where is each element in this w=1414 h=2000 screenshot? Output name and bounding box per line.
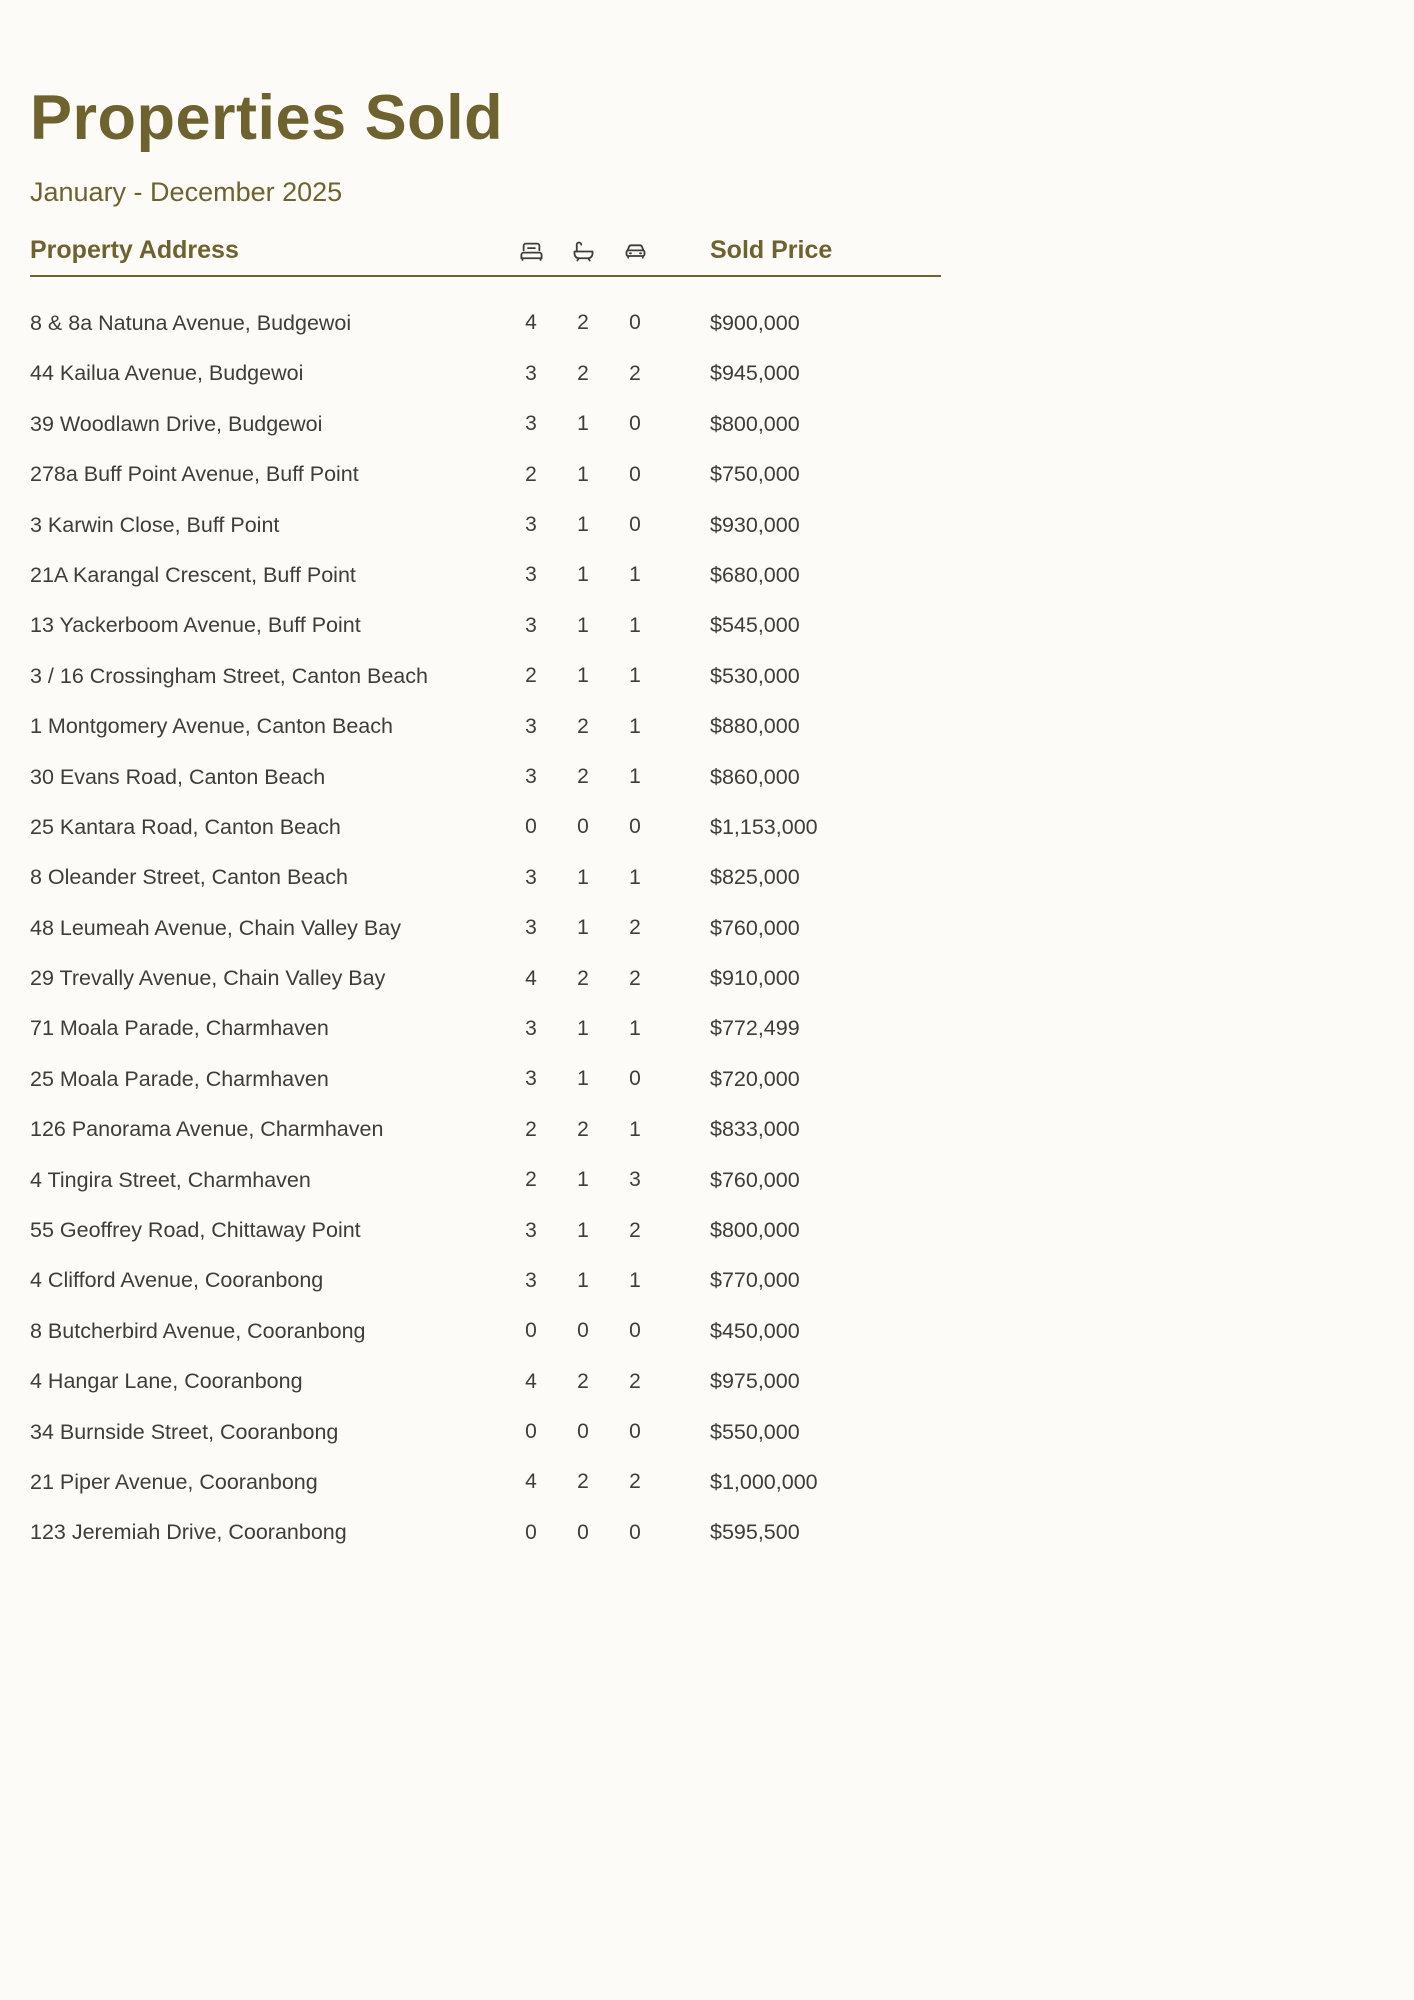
row-beds: 3 [525,1016,537,1040]
row-baths: 1 [577,1067,589,1091]
row-baths: 1 [577,865,589,889]
row-beds: 3 [525,714,537,738]
row-cars: 0 [629,412,641,436]
row-address: 1 Montgomery Avenue, Canton Beach [30,714,393,739]
row-cars: 1 [629,613,641,637]
row-beds: 4 [525,1470,537,1494]
row-baths: 1 [577,412,589,436]
row-baths: 1 [577,916,589,940]
table-row [30,651,941,701]
row-address: 48 Leumeah Avenue, Chain Valley Bay [30,915,401,940]
row-beds: 4 [525,966,537,990]
row-beds: 0 [525,1420,537,1444]
header-property-address: Property Address [30,236,239,265]
table-body [30,277,941,1558]
table-row [30,903,941,953]
row-baths: 1 [577,563,589,587]
table-row [30,1508,941,1558]
row-price: $900,000 [710,310,800,335]
row-baths: 1 [577,462,589,486]
row-beds: 3 [525,916,537,940]
row-address: 8 Oleander Street, Canton Beach [30,865,348,890]
row-cars: 0 [629,1520,641,1544]
baths-column-header [557,238,609,265]
row-address: 4 Hangar Lane, Cooranbong [30,1369,303,1394]
row-price: $550,000 [710,1419,800,1444]
row-address: 55 Geoffrey Road, Chittaway Point [30,1218,361,1243]
row-cars: 2 [629,916,641,940]
car-icon [622,238,649,265]
row-baths: 1 [577,1016,589,1040]
table-row [30,601,941,651]
row-baths: 1 [577,664,589,688]
table-row [30,1105,941,1155]
row-cars: 1 [629,1268,641,1292]
row-baths: 2 [577,1470,589,1494]
row-cars: 0 [629,1067,641,1091]
table-row [30,1155,941,1205]
row-cars: 2 [629,1218,641,1242]
row-baths: 2 [577,361,589,385]
beds-column-header [505,238,557,265]
row-address: 4 Clifford Avenue, Cooranbong [30,1268,324,1293]
table-row [30,1004,941,1054]
row-beds: 3 [525,412,537,436]
row-price: $680,000 [710,562,800,587]
row-beds: 2 [525,664,537,688]
table-row [30,1205,941,1255]
table-row [30,349,941,399]
row-baths: 1 [577,1218,589,1242]
row-cars: 2 [629,361,641,385]
row-price: $800,000 [710,1218,800,1243]
row-address: 3 Karwin Close, Buff Point [30,512,280,537]
row-beds: 3 [525,1218,537,1242]
table-row [30,701,941,751]
row-price: $1,000,000 [710,1469,818,1494]
table-row [30,449,941,499]
row-price: $770,000 [710,1268,800,1293]
table-row [30,953,941,1003]
row-price: $930,000 [710,512,800,537]
table-header [30,236,941,277]
row-cars: 0 [629,1319,641,1343]
row-address: 30 Evans Road, Canton Beach [30,764,326,789]
row-price: $595,500 [710,1520,800,1545]
bed-icon [518,238,545,265]
row-address: 71 Moala Parade, Charmhaven [30,1016,329,1041]
table-row [30,1457,941,1507]
row-address: 4 Tingira Street, Charmhaven [30,1167,311,1192]
row-cars: 1 [629,765,641,788]
row-cars: 1 [629,1117,641,1141]
header-sold-price: Sold Price [710,236,833,265]
table-row [30,399,941,449]
row-price: $1,153,000 [710,814,818,839]
row-baths: 1 [577,1268,589,1292]
row-cars: 1 [629,563,641,587]
row-beds: 0 [525,1319,537,1343]
row-beds: 3 [525,361,537,385]
row-baths: 1 [577,1168,589,1192]
row-price: $760,000 [710,915,800,940]
row-price: $910,000 [710,966,800,991]
row-price: $750,000 [710,462,800,487]
row-address: 25 Moala Parade, Charmhaven [30,1066,329,1091]
row-address: 29 Trevally Avenue, Chain Valley Bay [30,966,386,991]
row-baths: 2 [577,714,589,738]
row-beds: 3 [525,513,537,537]
table-row [30,1054,941,1104]
row-beds: 3 [525,865,537,889]
row-beds: 4 [525,311,537,335]
table-row [30,1306,941,1356]
row-cars: 2 [629,1369,641,1393]
row-baths: 1 [577,513,589,537]
row-price: $825,000 [710,865,800,890]
row-price: $772,499 [710,1016,800,1041]
row-address: 39 Woodlawn Drive, Budgewoi [30,411,323,436]
bath-icon [570,238,597,265]
row-address: 13 Yackerboom Avenue, Buff Point [30,613,361,638]
row-cars: 0 [629,311,641,335]
row-price: $720,000 [710,1066,800,1091]
row-cars: 0 [629,462,641,486]
row-cars: 0 [629,1420,641,1444]
row-address: 8 & 8a Natuna Avenue, Budgewoi [30,310,352,335]
table-row [30,1256,941,1306]
table-row [30,298,941,348]
page-title: Properties Sold [30,83,504,153]
row-beds: 3 [525,613,537,637]
row-price: $880,000 [710,714,800,739]
row-baths: 0 [577,1420,589,1444]
row-cars: 2 [629,966,641,990]
row-baths: 2 [577,966,589,990]
row-baths: 2 [577,1369,589,1393]
row-beds: 4 [525,1369,537,1393]
row-price: $860,000 [710,764,800,789]
row-baths: 2 [577,311,589,335]
row-address: 44 Kailua Avenue, Budgewoi [30,361,304,386]
row-cars: 3 [629,1168,641,1192]
table-row [30,550,941,600]
row-baths: 0 [577,1319,589,1343]
table-row [30,500,941,550]
row-address: 278a Buff Point Avenue, Buff Point [30,462,359,487]
row-beds: 0 [525,815,537,839]
row-beds: 2 [525,1117,537,1141]
row-address: 123 Jeremiah Drive, Cooranbong [30,1520,347,1545]
row-address: 3 / 16 Crossingham Street, Canton Beach [30,663,428,688]
row-cars: 1 [629,714,641,738]
row-price: $945,000 [710,361,800,386]
row-baths: 2 [577,765,589,788]
row-baths: 2 [577,1117,589,1141]
table-row [30,1407,941,1457]
row-beds: 2 [525,1168,537,1192]
row-address: 8 Butcherbird Avenue, Cooranbong [30,1318,366,1343]
row-address: 126 Panorama Avenue, Charmhaven [30,1117,384,1142]
row-beds: 3 [525,1268,537,1292]
table-row [30,752,941,802]
row-address: 34 Burnside Street, Cooranbong [30,1419,339,1444]
row-beds: 0 [525,1520,537,1544]
row-price: $530,000 [710,663,800,688]
table-row [30,853,941,903]
table-row [30,802,941,852]
cars-column-header [609,238,661,265]
properties-table [30,236,941,1558]
page-subtitle: January - December 2025 [30,177,343,208]
row-baths: 0 [577,815,589,839]
row-beds: 3 [525,1067,537,1091]
row-cars: 1 [629,865,641,889]
row-price: $800,000 [710,411,800,436]
table-row [30,1357,941,1407]
row-baths: 0 [577,1520,589,1544]
row-address: 21 Piper Avenue, Cooranbong [30,1469,318,1494]
row-beds: 2 [525,462,537,486]
row-address: 25 Kantara Road, Canton Beach [30,814,341,839]
row-price: $975,000 [710,1369,800,1394]
row-price: $833,000 [710,1117,800,1142]
row-price: $450,000 [710,1318,800,1343]
row-cars: 1 [629,664,641,688]
row-price: $760,000 [710,1167,800,1192]
row-cars: 1 [629,1016,641,1040]
row-cars: 0 [629,513,641,537]
row-beds: 3 [525,765,537,788]
row-cars: 0 [629,815,641,839]
row-cars: 2 [629,1470,641,1494]
row-address: 21A Karangal Crescent, Buff Point [30,562,356,587]
row-beds: 3 [525,563,537,587]
row-baths: 1 [577,613,589,637]
row-price: $545,000 [710,613,800,638]
